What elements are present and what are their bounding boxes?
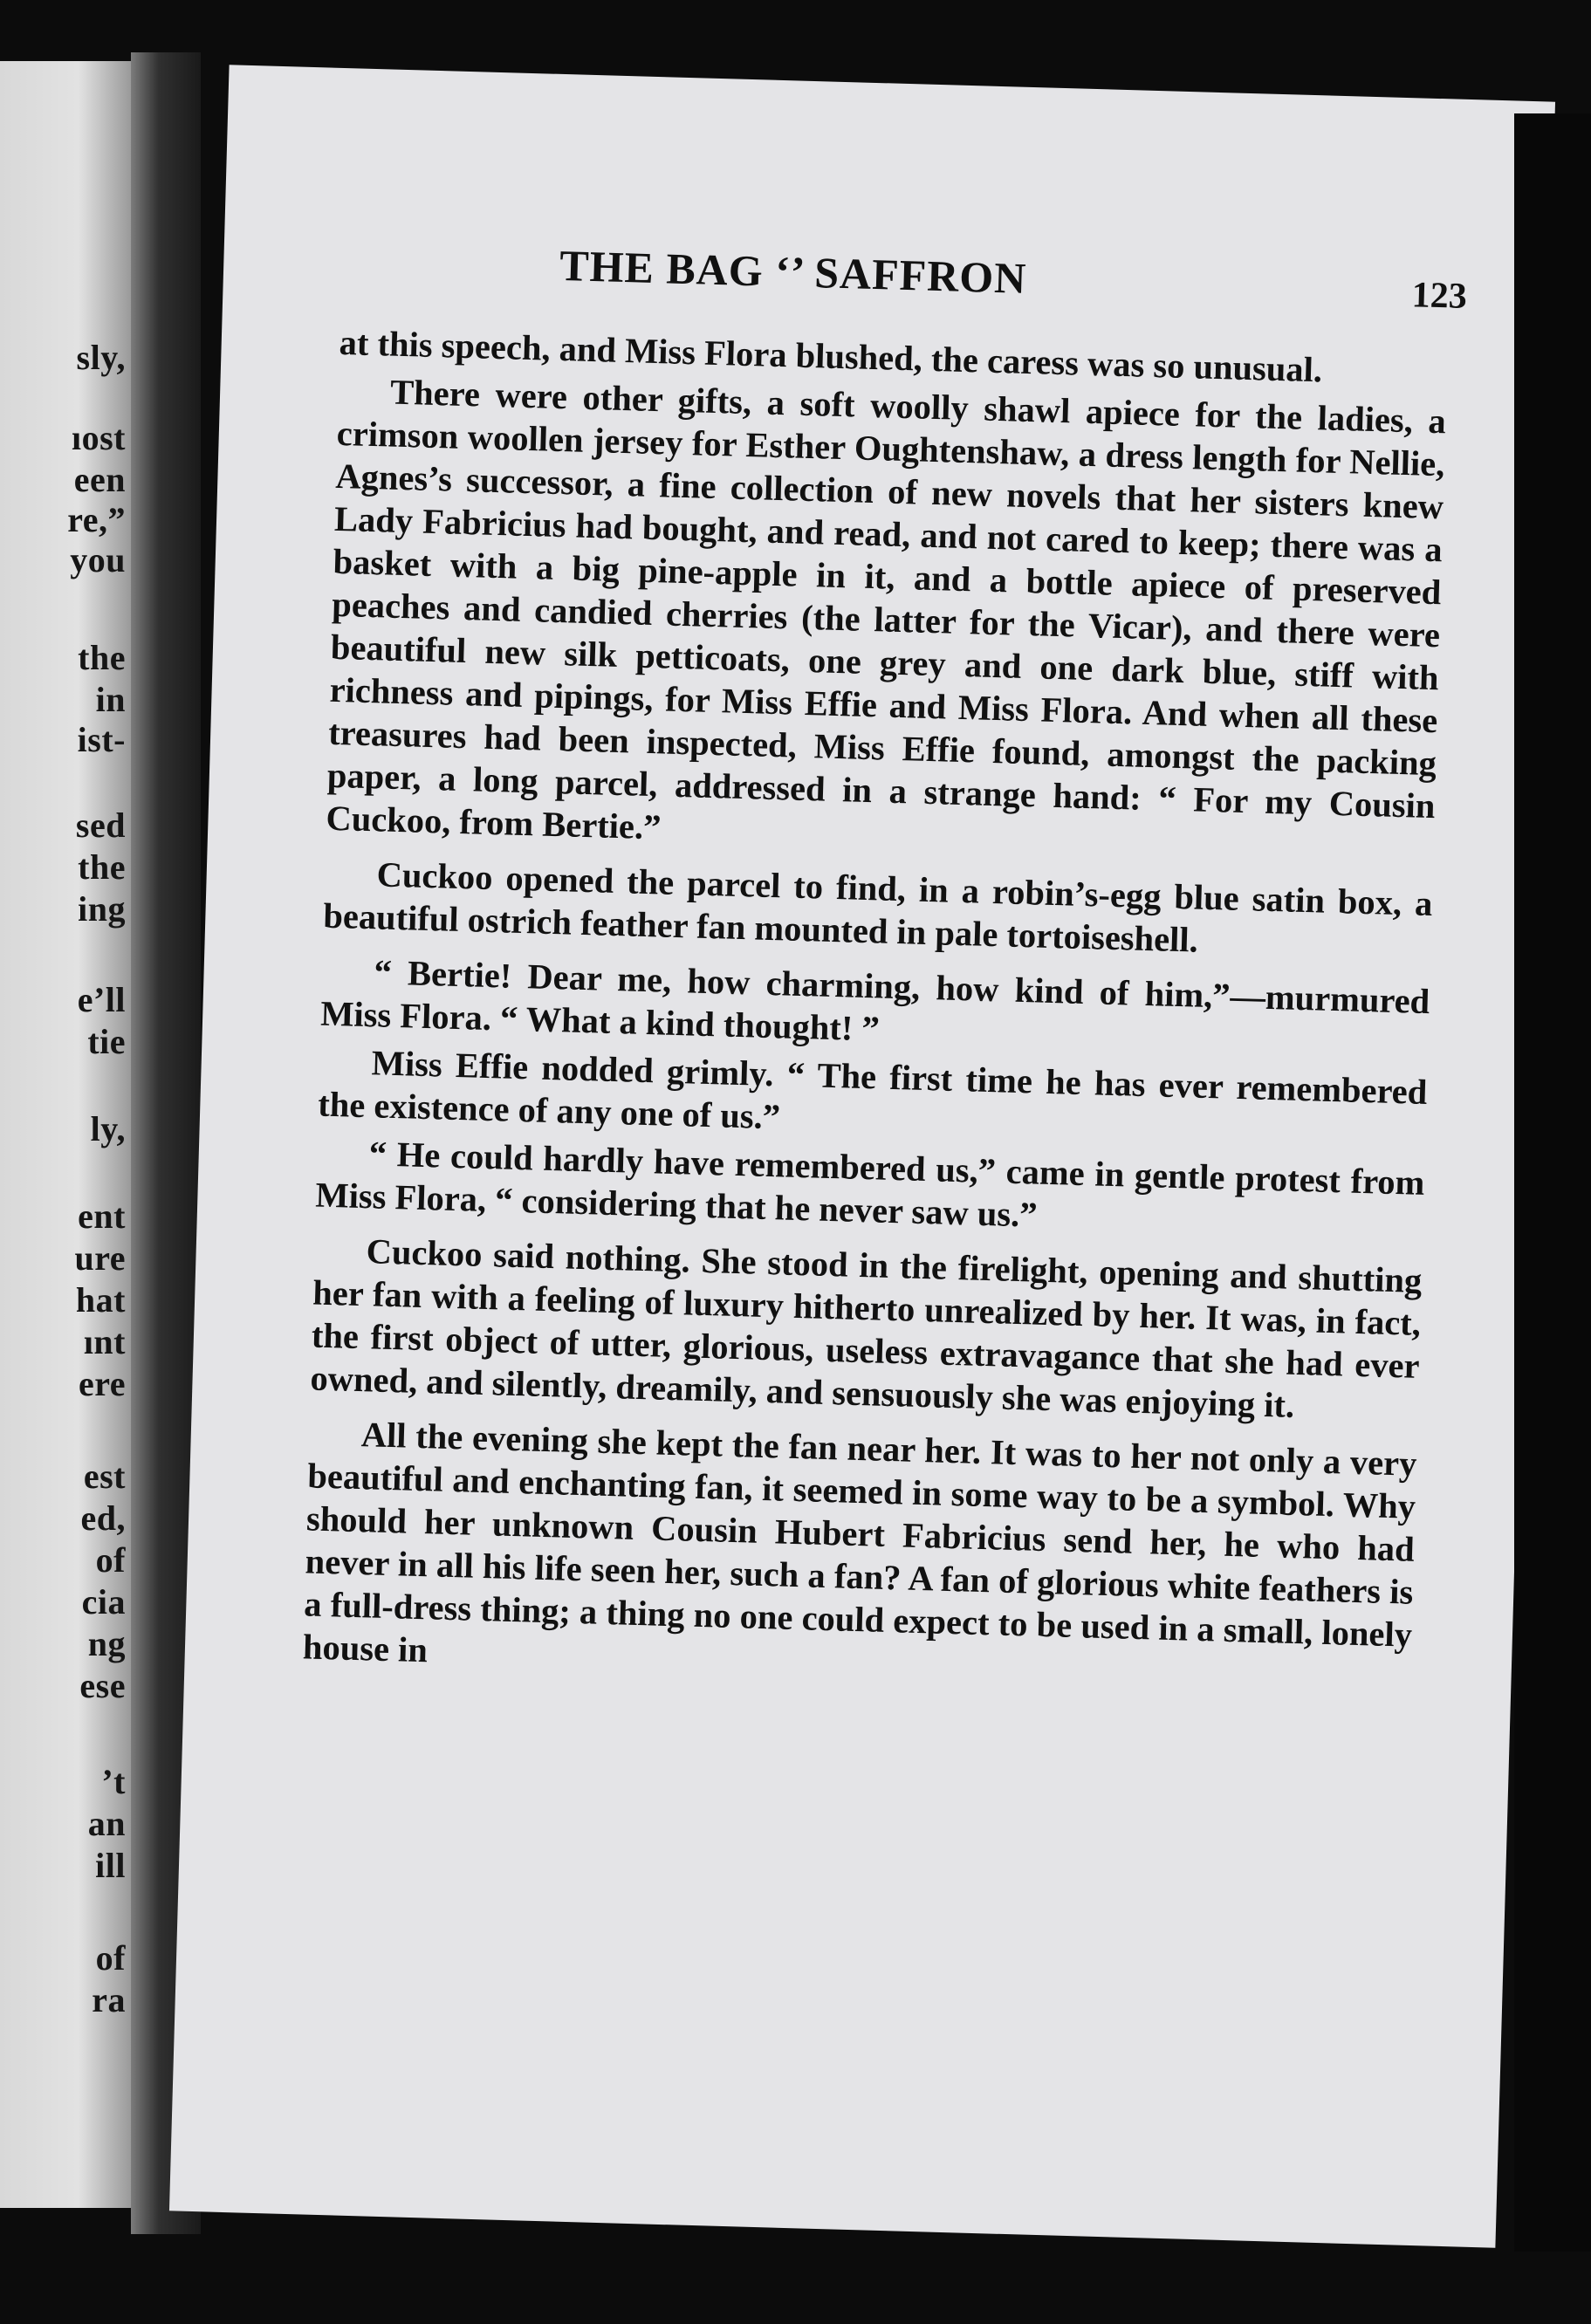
left-page-fragment: ’t — [101, 1762, 126, 1801]
paragraph: Cuckoo said nothing. She stood in the firelight, opening and shutting her fan with a feeling of luxury hitherto unrealized by her. It was, in fact, the first object of utter, glorious, useless extravagance that she had ever owned, and silently, dreamily, and sensuously she was enjoying it. — [310, 1231, 1423, 1425]
left-page-fragment: an — [87, 1804, 126, 1843]
paragraph: Miss Effie nodded grimly. “ The first time he has ever remembered the existence of any one of us.” — [317, 1043, 1428, 1137]
left-page-fragment: ed, — [80, 1498, 126, 1538]
left-page-fragment: re,” — [67, 500, 126, 539]
left-page-fragment: ing — [78, 889, 126, 929]
scan-edge — [1514, 113, 1591, 2252]
left-page-fragment: of — [95, 1540, 126, 1580]
left-page-fragment: the — [78, 847, 126, 887]
left-page-fragment: est — [83, 1457, 126, 1496]
paragraph: Cuckoo opened the parcel to find, in a robin’s-egg blue satin box, a beautiful ostrich feather fan mounted in pale tortoiseshell. — [322, 854, 1433, 960]
running-title: THE BAG ‘’ SAFFRON — [559, 240, 1028, 303]
left-page-fragment: sed — [75, 806, 126, 845]
left-page-fragment: of — [95, 1938, 126, 1978]
left-page-fragment: ent — [78, 1196, 126, 1236]
paragraph: There were other gifts, a soft woolly shawl apiece for the ladies, a crimson woollen jersey for Esther Oughtenshaw, a dress length for Nellie, Agnes’s successor, a fine collection of new novels that her sisters knew Lady Fabricius had bought, and read, and not cared to keep; there was a basket with a big pine-apple in it, and a bottle apiece of preserved peaches and candied cherries (the latter for the Vicar), and there were beautiful new silk petticoats, one grey and one dark blue, stiff with richness and pipings, for Miss Effie and Miss Flora. And when all these treasures had been inspected, Miss Effie found, amongst the packing paper, a long parcel, addressed in a strange hand: “ For my Cousin Cuckoo, from Bertie.” — [325, 372, 1447, 847]
page-number: 123 — [1411, 275, 1468, 317]
left-page-fragment: ure — [74, 1238, 126, 1278]
paragraph: “ Bertie! Dear me, how charming, how kind of him,”—murmured Miss Flora. “ What a kind thought! ” — [319, 952, 1430, 1049]
left-page-fragment: ist- — [77, 720, 126, 759]
left-page-fragment: ere — [78, 1364, 126, 1403]
paragraph: at this speech, and Miss Flora blushed, the caress was so unusual. — [339, 322, 1323, 390]
left-page-fragment: e’ll — [77, 980, 126, 1019]
left-page-fragment: you — [70, 540, 126, 579]
left-page-fragment: ınt — [83, 1322, 126, 1361]
left-page-fragment: hat — [75, 1280, 126, 1320]
paragraph: All the evening she kept the fan near her. It was to her not only a very beautiful and enchanting fan, it seemed in some way to be a symbol. Why should her unknown Cousin Hubert Fabricius send her, he who had never in all his life seen her, such a fan? A fan of glorious white feathers is a full-dress thing; a thing no one could expect to be used in a small, lonely house in — [302, 1415, 1418, 1670]
page-header — [223, 230, 1551, 337]
left-facing-page — [0, 61, 131, 2208]
book-page — [169, 65, 1555, 2247]
left-page-fragment: ill — [95, 1846, 126, 1885]
left-page-fragment: ng — [87, 1624, 126, 1663]
paragraph: “ He could hardly have remembered us,” came in gentle protest from Miss Flora, “ considering that he never saw us.” — [314, 1134, 1426, 1235]
left-page-fragment: ese — [79, 1666, 126, 1705]
left-page-fragment: ıost — [72, 418, 126, 457]
left-page-fragment: in — [95, 680, 126, 719]
page-body — [302, 321, 1448, 1704]
left-page-fragment: cia — [81, 1582, 126, 1621]
left-page-fragment: tie — [87, 1022, 126, 1061]
left-page-fragment: the — [78, 638, 126, 677]
left-page-fragment: sly, — [76, 338, 126, 377]
left-page-fragment: ra — [92, 1980, 126, 2019]
left-page-fragment: ly, — [90, 1109, 126, 1148]
left-page-fragment: een — [73, 460, 126, 499]
